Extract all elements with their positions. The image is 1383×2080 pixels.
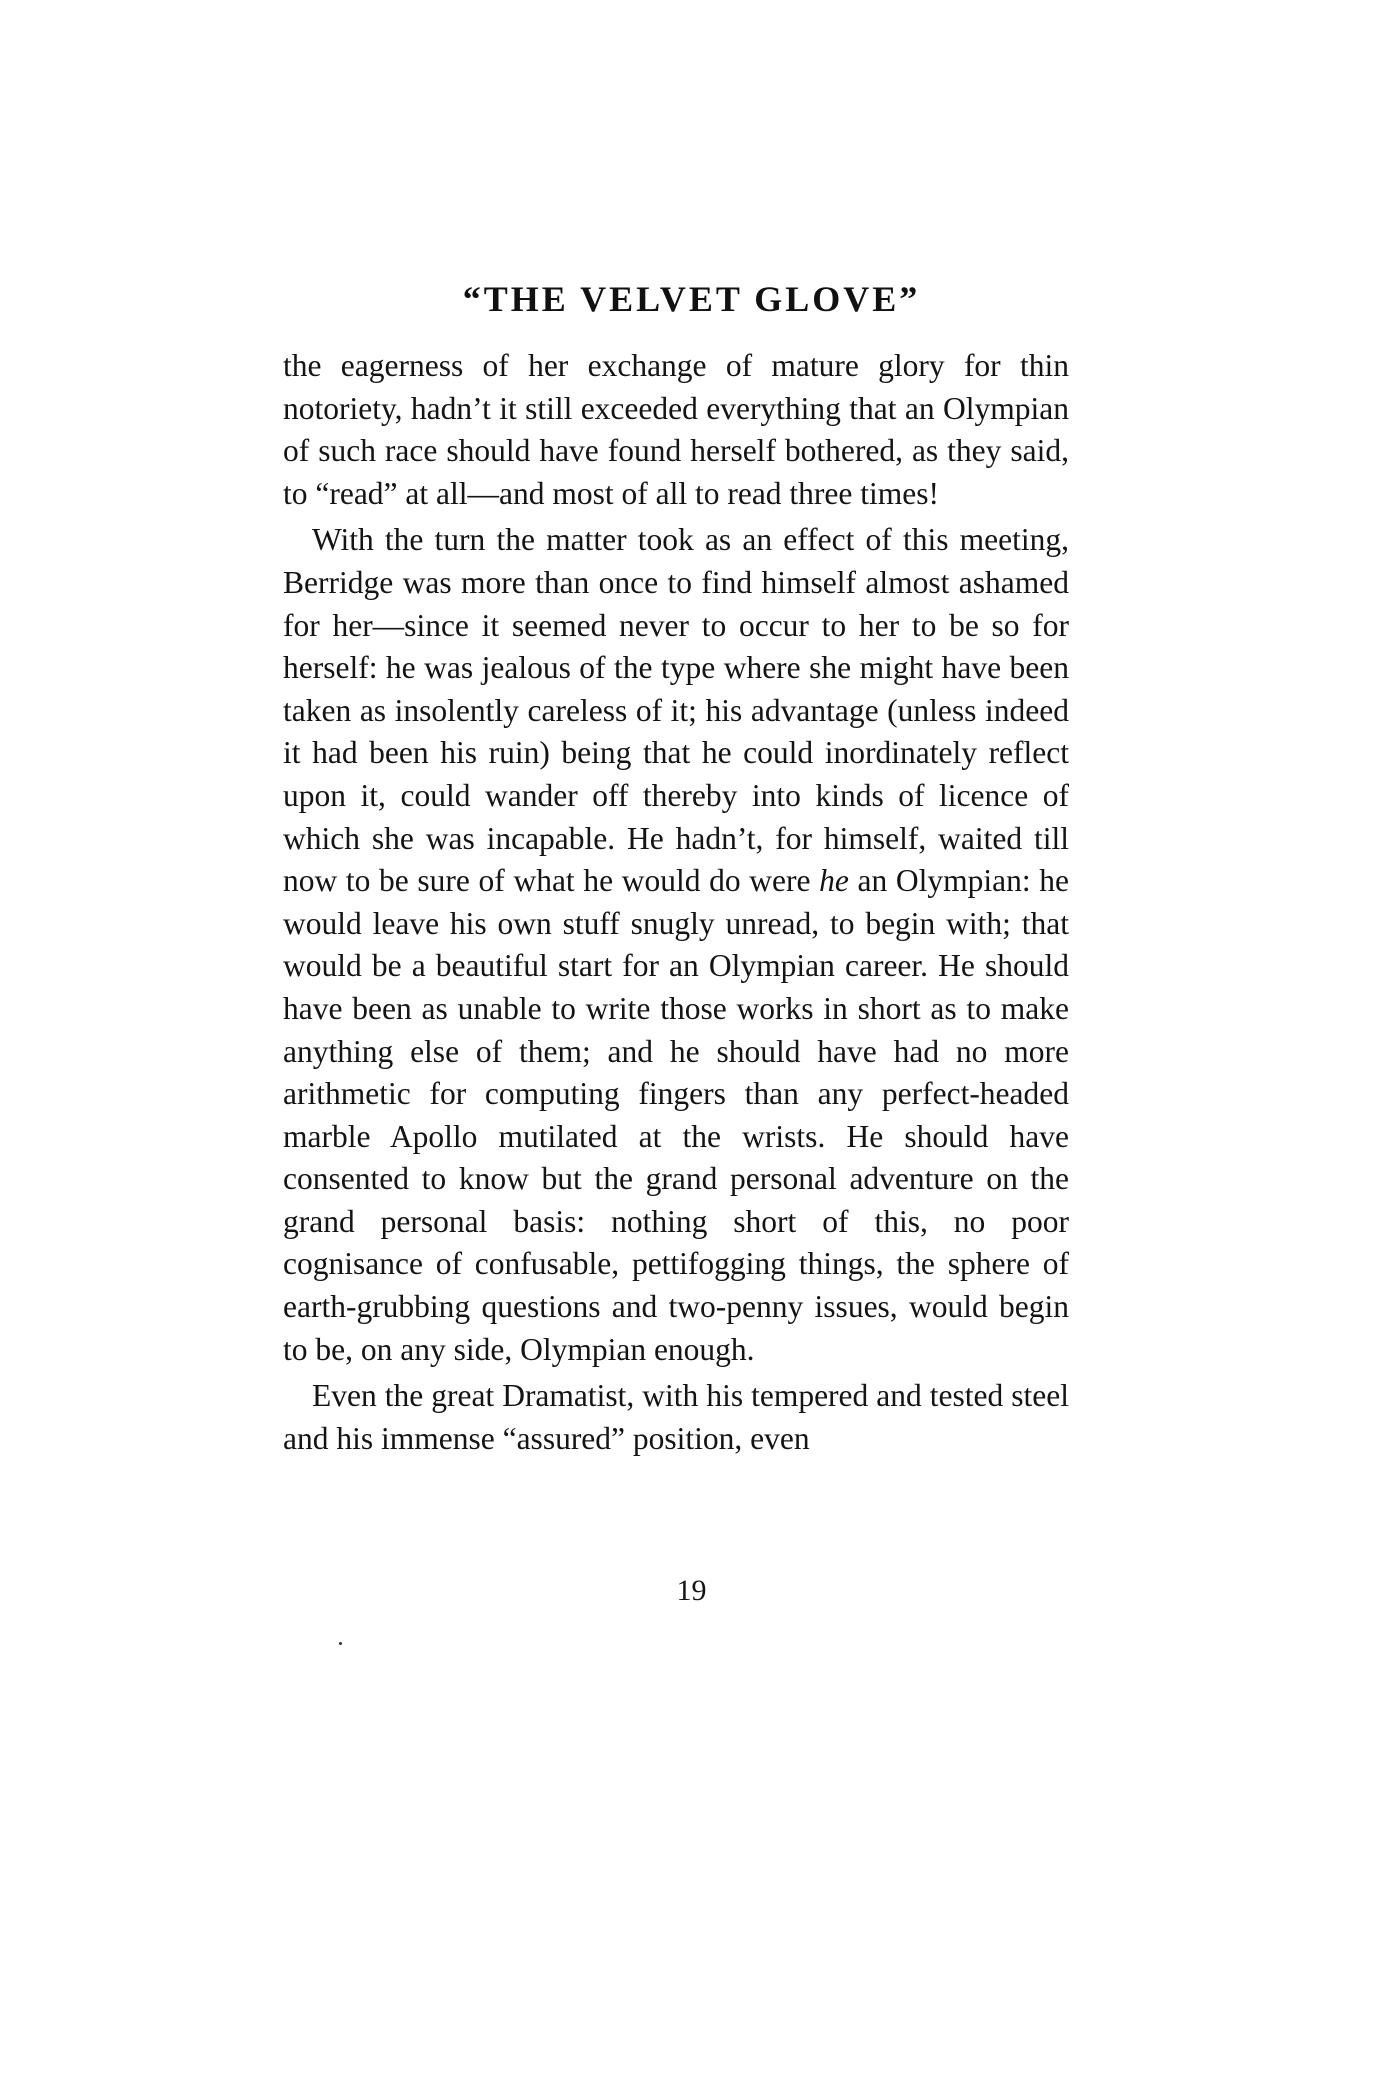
print-speck <box>339 1642 342 1645</box>
paragraph-berridge: With the turn the matter took as an effect of this meeting, Berridge was more than once to find himself almost ashamed for her—since it seemed never to occur to her to be so for herself: he was jealous of the type where she might have been taken as insolently careless of it; his advantage (unless indeed it had been his ruin) being that he could inordinately reflect upon it, could wander off thereby into kinds of licence of which she was incapable. He hadn’t, for himself, waited till now to be sure of what he would do were he an Olympian: he would leave his own stuff snugly unread, to begin with; that would be a beautiful start for an Olympian career. He should have been as unable to write those works in short as to make anything else of them; and he should have had no more arithmetic for computing fingers than any perfect-headed marble Apollo mutilated at the wrists. He should have consented to know but the grand personal adventure on the grand personal basis: nothing short of this, no poor cognisance of confusable, pettifogging things, the sphere of earth-grubbing questions and two-penny issues, would begin to be, on any side, Olympian enough. <box>283 522 1069 1367</box>
emphasis: he <box>819 863 849 899</box>
page-number: 19 <box>676 1574 707 1607</box>
paragraph-dramatist: Even the great Dramatist, with his tempered and tested steel and his immense “assured” position, even <box>283 1378 1069 1456</box>
body-text <box>283 345 1069 1460</box>
paragraph-continued: the eagerness of her exchange of mature glory for thin notoriety, hadn’t it still exceeded everything that an Olympian of such race should have found herself bothered, as they said, to “read” at all—and most of all to read three times! <box>283 348 1069 511</box>
running-head: “THE VELVET GLOVE” <box>462 279 921 319</box>
